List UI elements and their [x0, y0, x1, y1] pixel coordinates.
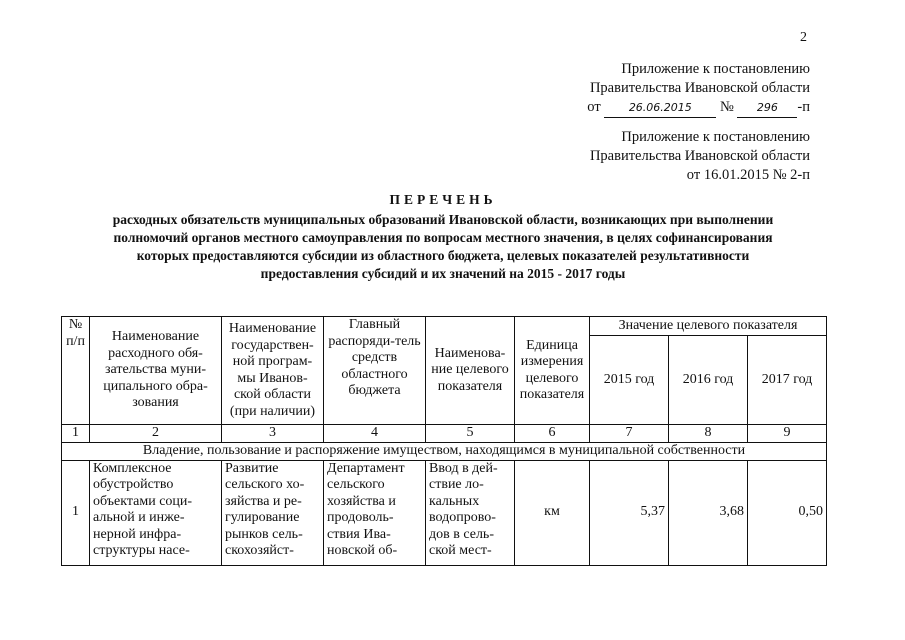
handwritten-number: 296 — [756, 101, 778, 114]
row-num: 1 — [62, 460, 90, 565]
text-line: сельского — [327, 477, 385, 492]
appendix-date-line — [587, 98, 810, 118]
number-suffix: -п — [797, 99, 810, 115]
column-number: 3 — [222, 425, 324, 443]
header-program: Наименование государствен-ной програм-мы Иванов-ской области (при наличии) — [222, 317, 324, 425]
text-line: обустройство — [93, 477, 174, 492]
text-line: ствия Ива- — [327, 526, 391, 542]
header-manager: Главный распоряди-тель средств областного бюджета — [324, 317, 426, 425]
text-line: ской мест- — [429, 543, 492, 558]
column-number: 6 — [515, 425, 590, 443]
date-blank — [604, 98, 716, 118]
text-line: Ввод в дей- — [429, 460, 498, 476]
row-indicator — [426, 460, 515, 565]
handwritten-date: 26.06.2015 — [628, 101, 692, 114]
section-title: Владение, пользование и распоряжение имуществом, находящимся в муниципальной собственности — [62, 442, 827, 460]
header-indicator: Наименова-ние целевого показателя — [426, 317, 515, 425]
row-expense-name — [90, 460, 222, 565]
text-line: сельского хо- — [225, 477, 305, 492]
title-heading: ПЕРЕЧЕНЬ — [389, 192, 497, 207]
old-appendix-line-1: Приложение к постановлению — [621, 129, 810, 145]
from-label: от — [587, 99, 601, 115]
text-line: кальных — [429, 493, 480, 509]
text-line: хозяйства и — [327, 493, 396, 509]
title-line-3: которых предоставляются субсидии из областного бюджета, целевых показателей результативности — [136, 248, 750, 263]
column-number: 2 — [90, 425, 222, 443]
column-number: 9 — [748, 425, 827, 443]
text-line: нерной инфра- — [93, 526, 182, 542]
text-line: дов в сель- — [429, 526, 494, 542]
column-number: 1 — [62, 425, 90, 443]
row-program — [222, 460, 324, 565]
table-row — [62, 460, 827, 565]
row-manager — [324, 460, 426, 565]
old-appendix-line-2: Правительства Ивановской области — [589, 148, 810, 164]
number-blank — [737, 98, 797, 118]
text-line: структуры насе- — [93, 543, 190, 558]
column-number-row — [62, 425, 827, 443]
row-unit: км — [515, 460, 590, 565]
obligations-table — [61, 316, 827, 566]
document-title — [55, 191, 831, 283]
text-line: ствие ло- — [429, 477, 484, 492]
header-year-2017: 2017 год — [748, 336, 827, 425]
column-number: 7 — [590, 425, 669, 443]
appendix-header-new — [587, 60, 810, 118]
text-line: скохозяйст- — [225, 543, 294, 558]
text-line: альной и инже- — [93, 510, 185, 525]
row-value-2017: 0,50 — [748, 460, 827, 565]
text-line: продоволь- — [327, 510, 394, 525]
header-unit: Единица измерения целевого показателя — [515, 317, 590, 425]
number-label: № — [719, 99, 734, 115]
text-line: водопрово- — [429, 510, 496, 525]
text-line: объектами соци- — [93, 493, 193, 509]
page-number: 2 — [800, 30, 807, 45]
title-line-4: предоставления субсидий и их значений на 2015 - 2017 годы — [260, 266, 626, 281]
title-line-2: полномочий органов местного самоуправления по вопросам местного значения, в целях софинансирования — [113, 230, 773, 245]
column-number: 5 — [426, 425, 515, 443]
header-year-2015: 2015 год — [590, 336, 669, 425]
text-line: Комплексное — [93, 460, 172, 476]
header-num: № п/п — [62, 317, 90, 425]
old-appendix-line-3: от 16.01.2015 № 2-п — [686, 167, 810, 183]
header-expense-name: Наименование расходного обя-зательства муни-ципального обра-зования — [90, 317, 222, 425]
header-year-2016: 2016 год — [669, 336, 748, 425]
text-line: рынков сель- — [225, 526, 303, 542]
column-number: 8 — [669, 425, 748, 443]
header-value-group: Значение целевого показателя — [590, 317, 827, 336]
appendix-line-1: Приложение к постановлению — [621, 61, 810, 77]
text-line: гулирование — [225, 510, 300, 525]
title-line-1: расходных обязательств муниципальных образований Ивановской области, возникающих при выполнении — [112, 212, 774, 227]
appendix-header-old — [590, 128, 810, 185]
text-line: Развитие — [225, 460, 279, 476]
text-line: Департамент — [327, 460, 405, 476]
row-value-2015: 5,37 — [590, 460, 669, 565]
column-number: 4 — [324, 425, 426, 443]
text-line: новской об- — [327, 543, 398, 558]
text-line: зяйства и ре- — [225, 493, 302, 509]
row-value-2016: 3,68 — [669, 460, 748, 565]
appendix-line-2: Правительства Ивановской области — [589, 80, 810, 96]
